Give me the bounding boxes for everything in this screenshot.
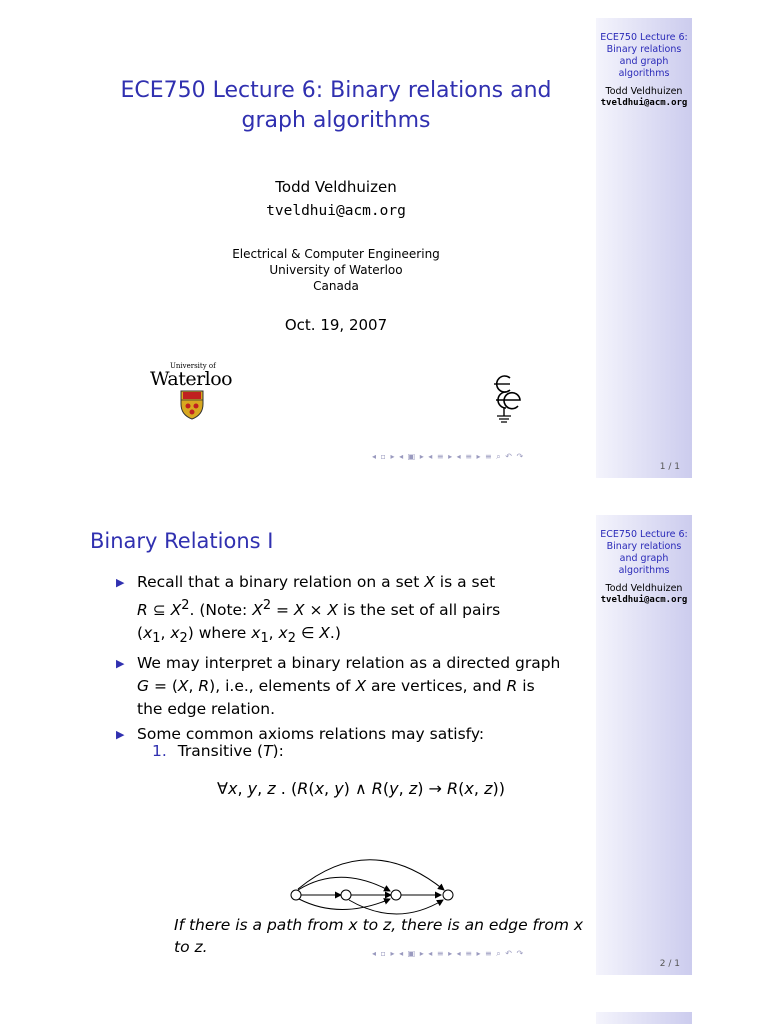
sidebar-title-line: Binary relations (606, 541, 682, 552)
bullet-triangle-icon: ▶ (116, 657, 125, 671)
date: Oct. 19, 2007 (284, 316, 388, 334)
bullet-text: Some common axioms relations may satisfy: (137, 725, 485, 744)
bullet-list (116, 571, 576, 746)
logo-small-text: University of (170, 362, 216, 370)
author-email: tveldhui@acm.org (266, 203, 406, 219)
institute-line: Electrical & Computer Engineering (232, 247, 440, 261)
sidebar-title (596, 529, 692, 577)
beamer-navigation[interactable]: ◂ ▫ ▸ ◂ ▣ ▸ ◂ ≡ ▸ ◂ ≡ ▸ ≡ ⌕ ↶ ↷ (372, 949, 525, 958)
bullet-item: ▶ We may interpret a binary relation as a directed graph G = (X, R), i.e., elements of X are vertices, and R is the edge relation. (116, 654, 561, 719)
diagram-caption: If there is a path from x to z, there is an edge from x to z. (174, 916, 584, 956)
title-line-1: ECE750 Lecture 6: Binary relations and (120, 78, 552, 103)
sidebar-email: tveldhui@acm.org (600, 98, 688, 108)
bullet-text: , i.e., elements of (215, 677, 351, 696)
sidebar-title-line: Binary relations (606, 44, 682, 55)
slide-2-sidebar (596, 515, 692, 975)
enum-number: 1. (152, 742, 167, 760)
sidebar-author: Todd Veldhuizen (605, 86, 683, 97)
bullet-triangle-icon: ▶ (116, 728, 125, 742)
bullet-text: We may interpret a binary relation as a directed graph (137, 654, 561, 673)
beamer-navigation[interactable]: ◂ ▫ ▸ ◂ ▣ ▸ ◂ ≡ ▸ ◂ ≡ ▸ ≡ ⌕ ↶ ↷ (372, 452, 525, 461)
institute-line: Canada (313, 279, 359, 293)
sidebar-title-line: and graph (619, 56, 669, 67)
sidebar-author: Todd Veldhuizen (605, 583, 683, 594)
bullet-text: is (522, 677, 535, 696)
title-line-2: graph algorithms (241, 108, 431, 133)
sidebar-email: tveldhui@acm.org (600, 595, 688, 605)
bullet-triangle-icon: ▶ (116, 576, 125, 589)
sidebar-title-line: algorithms (618, 68, 670, 79)
sidebar-title-line: ECE750 Lecture 6: (600, 529, 688, 540)
bullet-text: are vertices, and (371, 677, 502, 696)
bullet-text: is a set (439, 573, 496, 591)
page-number: 2 / 1 (659, 959, 680, 969)
logo-main-text: Waterloo (150, 368, 233, 390)
sidebar-title-line: ECE750 Lecture 6: (600, 32, 688, 43)
enum-label: Transitive ( (177, 742, 264, 760)
transitive-graph-diagram (280, 846, 470, 918)
enum-item: 1. Transitive (T): (152, 742, 284, 760)
bullet-text: the edge relation. (137, 700, 276, 719)
frame-title: Binary Relations I (90, 529, 274, 553)
page-number: 1 / 1 (659, 462, 680, 472)
bullet-item: ▶ Recall that a binary relation on a set X is a set R ⊆ $X^2$. (Note: $X^2 = X \times X$ is the set of all pairs ($x_1$, $x_2$) where $x_1$, $x_2$ ∈ X.) (116, 573, 501, 647)
institute-line: University of Waterloo (269, 263, 403, 277)
author: Todd Veldhuizen (275, 178, 397, 196)
sidebar-title-line: and graph (619, 553, 669, 564)
sidebar-title-line: algorithms (618, 565, 670, 576)
next-slide-sidebar (596, 1012, 692, 1024)
bullet-text: Recall that a binary relation on a set (137, 573, 420, 591)
transitivity-formula: ∀x, y, z . (R(x, y) ∧ R(y, z) → R(x, z)) (217, 779, 505, 798)
